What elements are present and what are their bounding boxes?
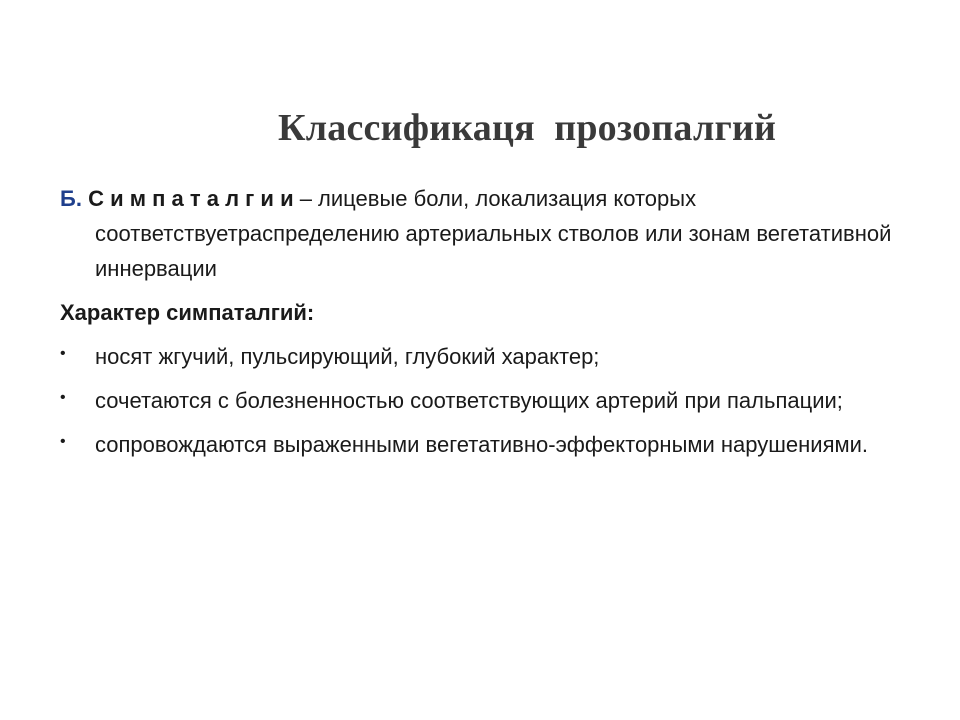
list-item — [60, 339, 920, 374]
intro-definition: – лицевые боли, локализация которых соответствуетраспределению артериальных стволов или зонам вегетативной иннервации — [95, 186, 892, 281]
bullet-text: сочетаются с болезненностью соответствующих артерий при пальпации; — [95, 388, 843, 413]
bullet-icon: • — [60, 433, 66, 450]
list-item — [60, 383, 920, 418]
section-letter: Б. — [60, 186, 82, 211]
bullet-text: носят жгучий, пульсирующий, глубокий характер; — [95, 344, 600, 369]
list-item — [60, 427, 920, 462]
bullet-list — [60, 339, 920, 462]
bullet-icon: • — [60, 389, 66, 406]
character-heading: Характер симпаталгий: — [60, 300, 315, 325]
slide-body — [60, 181, 920, 471]
bullet-text: сопровождаются выраженными вегетативно-эффекторными нарушениями. — [95, 432, 869, 457]
bullet-icon: • — [60, 345, 66, 362]
slide-title: Классификаця прозопалгий — [278, 107, 777, 149]
intro-paragraph — [60, 181, 920, 286]
term-sympathalgia: С и м п а т а л г и и — [88, 186, 294, 211]
